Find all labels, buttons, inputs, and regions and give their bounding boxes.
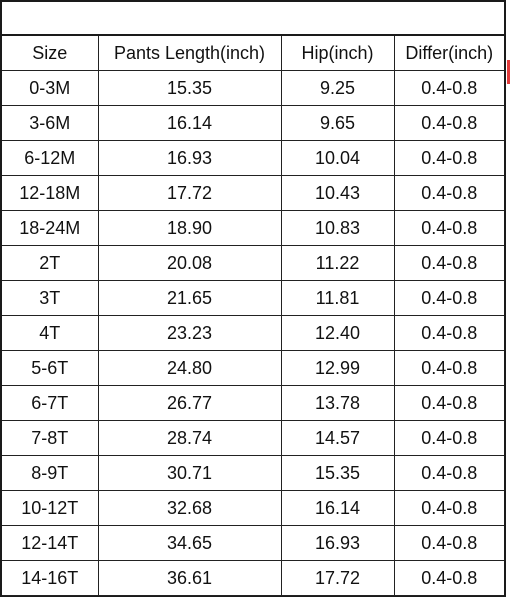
table-row [2, 386, 504, 421]
cell-hip: 10.04 [281, 141, 394, 176]
cell-size: 2T [2, 246, 98, 281]
cell-pants-length: 28.74 [98, 421, 281, 456]
header-hip: Hip(inch) [281, 36, 394, 71]
cell-size: 6-12M [2, 141, 98, 176]
table-row [2, 176, 504, 211]
cell-size: 14-16T [2, 561, 98, 596]
cell-differ: 0.4-0.8 [394, 491, 504, 526]
cell-size: 8-9T [2, 456, 98, 491]
cell-pants-length: 16.14 [98, 106, 281, 141]
size-chart-table [2, 36, 504, 596]
table-row [2, 106, 504, 141]
cell-hip: 9.25 [281, 71, 394, 106]
table-row [2, 281, 504, 316]
cell-differ: 0.4-0.8 [394, 421, 504, 456]
table-row [2, 246, 504, 281]
cell-differ: 0.4-0.8 [394, 246, 504, 281]
cell-size: 7-8T [2, 421, 98, 456]
cell-size: 3-6M [2, 106, 98, 141]
cell-differ: 0.4-0.8 [394, 386, 504, 421]
table-row [2, 421, 504, 456]
cell-size: 12-14T [2, 526, 98, 561]
cell-hip: 10.43 [281, 176, 394, 211]
cell-differ: 0.4-0.8 [394, 281, 504, 316]
edge-mark [507, 60, 510, 84]
cell-pants-length: 30.71 [98, 456, 281, 491]
header-size: Size [2, 36, 98, 71]
cell-differ: 0.4-0.8 [394, 351, 504, 386]
cell-pants-length: 21.65 [98, 281, 281, 316]
cell-pants-length: 34.65 [98, 526, 281, 561]
cell-size: 18-24M [2, 211, 98, 246]
cell-hip: 13.78 [281, 386, 394, 421]
header-pants-length: Pants Length(inch) [98, 36, 281, 71]
cell-pants-length: 26.77 [98, 386, 281, 421]
cell-pants-length: 17.72 [98, 176, 281, 211]
cell-pants-length: 20.08 [98, 246, 281, 281]
table-row [2, 316, 504, 351]
cell-hip: 16.93 [281, 526, 394, 561]
header-differ: Differ(inch) [394, 36, 504, 71]
cell-pants-length: 16.93 [98, 141, 281, 176]
table-row [2, 351, 504, 386]
cell-size: 3T [2, 281, 98, 316]
cell-differ: 0.4-0.8 [394, 456, 504, 491]
cell-hip: 11.22 [281, 246, 394, 281]
cell-size: 4T [2, 316, 98, 351]
cell-hip: 10.83 [281, 211, 394, 246]
header-row [2, 36, 504, 71]
cell-size: 12-18M [2, 176, 98, 211]
cell-differ: 0.4-0.8 [394, 211, 504, 246]
cell-hip: 14.57 [281, 421, 394, 456]
cell-hip: 9.65 [281, 106, 394, 141]
cell-hip: 12.40 [281, 316, 394, 351]
cell-pants-length: 36.61 [98, 561, 281, 596]
table-row [2, 526, 504, 561]
cell-differ: 0.4-0.8 [394, 561, 504, 596]
cell-hip: 11.81 [281, 281, 394, 316]
table-title-row [2, 2, 504, 36]
cell-size: 6-7T [2, 386, 98, 421]
cell-hip: 15.35 [281, 456, 394, 491]
cell-differ: 0.4-0.8 [394, 141, 504, 176]
table-row [2, 211, 504, 246]
table-row [2, 456, 504, 491]
table-row [2, 141, 504, 176]
cell-differ: 0.4-0.8 [394, 526, 504, 561]
cell-differ: 0.4-0.8 [394, 316, 504, 351]
cell-pants-length: 15.35 [98, 71, 281, 106]
cell-pants-length: 24.80 [98, 351, 281, 386]
cell-differ: 0.4-0.8 [394, 71, 504, 106]
cell-hip: 17.72 [281, 561, 394, 596]
cell-size: 10-12T [2, 491, 98, 526]
table-row [2, 561, 504, 596]
cell-pants-length: 32.68 [98, 491, 281, 526]
cell-differ: 0.4-0.8 [394, 176, 504, 211]
cell-size: 0-3M [2, 71, 98, 106]
table-row [2, 71, 504, 106]
cell-hip: 12.99 [281, 351, 394, 386]
table-row [2, 491, 504, 526]
cell-hip: 16.14 [281, 491, 394, 526]
cell-size: 5-6T [2, 351, 98, 386]
cell-pants-length: 23.23 [98, 316, 281, 351]
cell-pants-length: 18.90 [98, 211, 281, 246]
cell-differ: 0.4-0.8 [394, 106, 504, 141]
